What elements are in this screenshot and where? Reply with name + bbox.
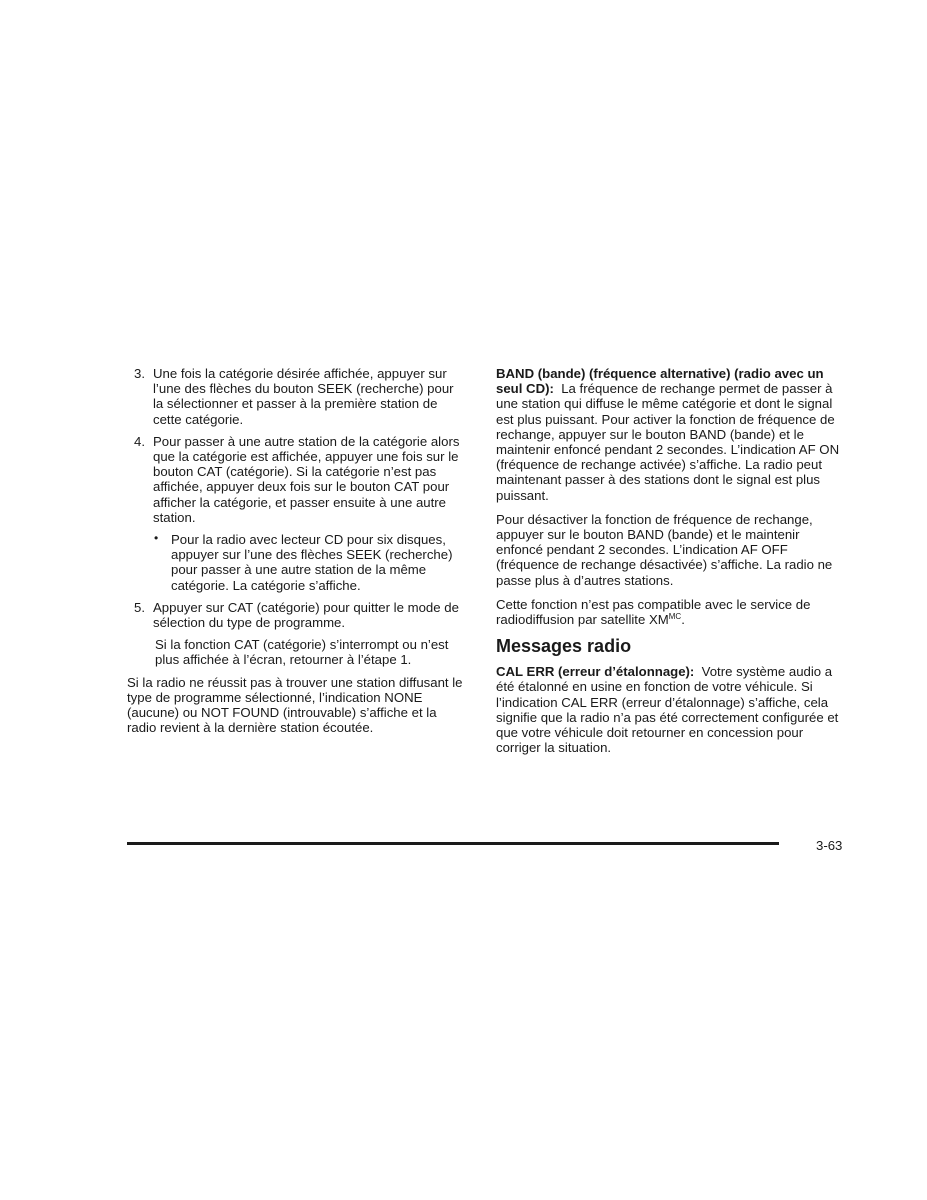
list-number: 3. [134, 366, 145, 381]
band-label: BAND (bande) (fréquence alternative) (radio avec un seul CD): [496, 366, 824, 397]
list-item-text: Une fois la catégorie désirée affichée, appuyer sur l’une des flèches du bouton SEEK (recherche) pour la sélectionner et passer à la première station de cette catégorie. [153, 366, 454, 427]
footer-rule [127, 842, 779, 845]
list-item-5 [127, 600, 467, 630]
list-item-3 [127, 366, 467, 427]
bullet-text: Pour la radio avec lecteur CD pour six disques, appuyer sur l’une des flèches SEEK (recherche) pour passer à une autre station de la même catégorie. La catégorie s’affiche. [171, 532, 453, 593]
list-number: 4. [134, 433, 145, 449]
calerr-text: Votre système audio a été étalonné en usine en fonction de votre véhicule. Si l’indication CAL ERR (erreur d’étalonnage) s’affiche, cela signifie que la radio n’a pas été correctement configurée et que votre véhicule doit retourner en concession pour corriger la situation. [496, 664, 839, 756]
calerr-label: CAL ERR (erreur d’étalonnage): [496, 664, 695, 680]
bullet-icon: • [154, 531, 159, 546]
xm-period: . [681, 612, 685, 628]
right-column [496, 366, 846, 764]
page-number: 3-63 [816, 838, 843, 853]
calerr-paragraph [496, 664, 846, 755]
xm-paragraph [496, 597, 846, 627]
list-item-5-note: Si la fonction CAT (catégorie) s’interrompt ou n’est plus affichée à l’écran, retourner à l’étape 1. [155, 637, 449, 668]
section-heading: Messages radio [496, 636, 632, 657]
xm-text: Cette fonction n’est pas compatible avec le service de radiodiffusion par satellite XM [496, 596, 811, 628]
bullet-item [127, 532, 467, 593]
list-item-text: Pour passer à une autre station de la catégorie alors que la catégorie est affichée, appuyer une fois sur le bouton CAT (catégorie). Si la catégorie n’est pas affichée, appuyer deux fois sur le bouton CAT pour afficher la catégorie, et passer ensuite à une autre station. [153, 433, 460, 525]
band-text: La fréquence de rechange permet de passer à une station qui diffuse le même catégorie et dont le signal est plus puissant. Pour activer la fonction de fréquence de rechange, appuyer sur le bouton BAND (bande) et le maintenir enfoncé pendant 2 secondes. L’indication AF ON (fréquence de rechange activée) s’affiche. La radio peut maintenant passer à des stations dont le signal est plus puissant. [496, 381, 840, 503]
xm-superscript: MC [668, 612, 682, 622]
left-column [127, 366, 467, 744]
list-number: 5. [134, 599, 145, 615]
deactivate-paragraph: Pour désactiver la fonction de fréquence de rechange, appuyer sur le bouton BAND (bande) et le maintenir enfoncé pendant 2 secondes. L’indication AF OFF (fréquence de rechange désactivée) s’affiche. La radio ne passe plus à d’autres stations. [496, 511, 833, 588]
closing-paragraph: Si la radio ne réussit pas à trouver une station diffusant le type de programme sélectionné, l’indication NONE (aucune) ou NOT FOUND (introuvable) s’affiche et la radio revient à la dernière station écoutée. [127, 674, 463, 736]
list-item-text: Appuyer sur CAT (catégorie) pour quitter le mode de sélection du type de programme. [153, 599, 459, 631]
band-paragraph [496, 366, 846, 503]
list-item-4 [127, 434, 467, 525]
